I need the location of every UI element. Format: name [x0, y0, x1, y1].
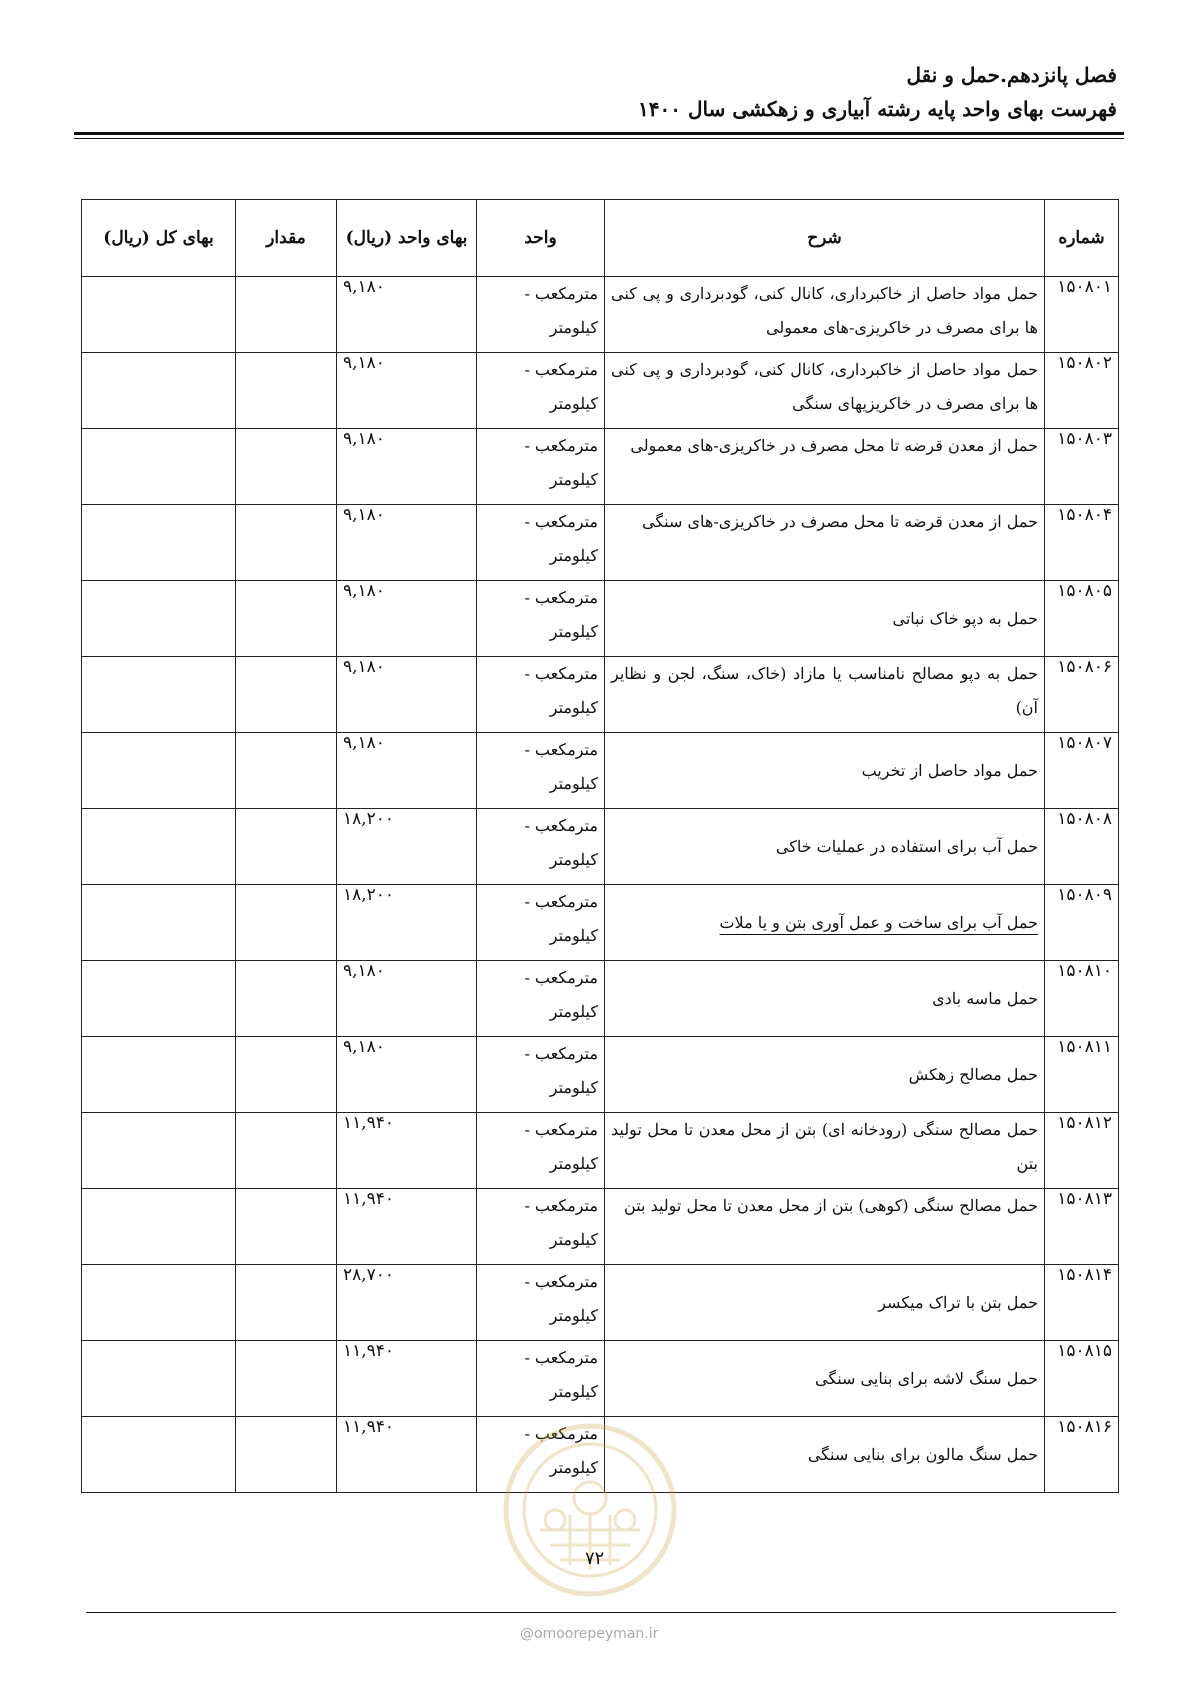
item-description: حمل از معدن قرضه تا محل مصرف در خاکریزی-های معمولی — [605, 429, 1045, 505]
item-total — [82, 1113, 236, 1189]
header-unit-price: بهای واحد (ریال) — [337, 200, 477, 277]
item-total — [82, 1265, 236, 1341]
item-unit-price: ۹,۱۸۰ — [337, 429, 477, 505]
item-quantity — [236, 1113, 337, 1189]
unit-line-1: مترمکعب - — [524, 892, 598, 911]
item-description — [605, 885, 1045, 961]
unit-line-1: مترمکعب - — [524, 1044, 598, 1063]
item-number: ۱۵۰۸۱۵ — [1045, 1341, 1119, 1417]
item-unit — [477, 277, 605, 353]
item-total — [82, 1189, 236, 1265]
unit-line-2: کیلومتر — [549, 926, 598, 945]
item-description: حمل مصالح سنگی (کوهی) بتن از محل معدن تا محل تولید بتن — [605, 1189, 1045, 1265]
item-total — [82, 657, 236, 733]
item-description: حمل به دپو خاک نباتی — [605, 581, 1045, 657]
table-row — [82, 1341, 1119, 1417]
website-watermark: @omoorepeyman.ir — [520, 1626, 659, 1642]
unit-line-2: کیلومتر — [549, 698, 598, 717]
unit-line-1: مترمکعب - — [524, 284, 598, 303]
table-row — [82, 353, 1119, 429]
header-unit: واحد — [477, 200, 605, 277]
header-rule-thin — [74, 138, 1124, 139]
header-description: شرح — [605, 200, 1045, 277]
item-number: ۱۵۰۸۱۱ — [1045, 1037, 1119, 1113]
item-quantity — [236, 581, 337, 657]
item-unit-price: ۱۱,۹۴۰ — [337, 1341, 477, 1417]
item-total — [82, 353, 236, 429]
item-unit-price: ۹,۱۸۰ — [337, 353, 477, 429]
item-total — [82, 961, 236, 1037]
table-row — [82, 885, 1119, 961]
item-unit-price: ۲۸,۷۰۰ — [337, 1265, 477, 1341]
item-number: ۱۵۰۸۰۱ — [1045, 277, 1119, 353]
unit-line-1: مترمکعب - — [524, 1424, 598, 1443]
item-quantity — [236, 1189, 337, 1265]
item-description: حمل مواد حاصل از خاکبرداری، کانال کنی، گودبرداری و پی کنی ها برای مصرف در خاکریزی-های معمولی — [605, 277, 1045, 353]
table-row — [82, 1037, 1119, 1113]
unit-line-1: مترمکعب - — [524, 1120, 598, 1139]
item-unit — [477, 809, 605, 885]
unit-line-1: مترمکعب - — [524, 816, 598, 835]
item-total — [82, 277, 236, 353]
item-number: ۱۵۰۸۰۵ — [1045, 581, 1119, 657]
table-row — [82, 505, 1119, 581]
table-row — [82, 809, 1119, 885]
item-description: حمل به دپو مصالح نامناسب یا مازاد (خاک، سنگ، لجن و نظایر آن) — [605, 657, 1045, 733]
item-unit — [477, 1037, 605, 1113]
item-unit — [477, 429, 605, 505]
item-description: حمل از معدن قرضه تا محل مصرف در خاکریزی-های سنگی — [605, 505, 1045, 581]
item-total — [82, 733, 236, 809]
item-unit — [477, 1113, 605, 1189]
item-quantity — [236, 657, 337, 733]
item-quantity — [236, 1417, 337, 1493]
unit-line-2: کیلومتر — [549, 1002, 598, 1021]
unit-line-1: مترمکعب - — [524, 512, 598, 531]
item-quantity — [236, 353, 337, 429]
item-total — [82, 429, 236, 505]
item-unit — [477, 657, 605, 733]
item-quantity — [236, 1265, 337, 1341]
item-number: ۱۵۰۸۰۴ — [1045, 505, 1119, 581]
unit-line-2: کیلومتر — [549, 622, 598, 641]
item-description: حمل بتن با تراک میکسر — [605, 1265, 1045, 1341]
header-quantity: مقدار — [236, 200, 337, 277]
unit-line-1: مترمکعب - — [524, 968, 598, 987]
item-total — [82, 1037, 236, 1113]
item-quantity — [236, 505, 337, 581]
item-number: ۱۵۰۸۱۳ — [1045, 1189, 1119, 1265]
item-number: ۱۵۰۸۰۲ — [1045, 353, 1119, 429]
unit-line-1: مترمکعب - — [524, 740, 598, 759]
item-description: حمل ماسه بادی — [605, 961, 1045, 1037]
price-table — [81, 199, 1119, 1493]
item-unit — [477, 1341, 605, 1417]
item-unit — [477, 885, 605, 961]
table-row — [82, 657, 1119, 733]
unit-line-2: کیلومتر — [549, 394, 598, 413]
unit-line-2: کیلومتر — [549, 470, 598, 489]
unit-line-2: کیلومتر — [549, 1230, 598, 1249]
item-number: ۱۵۰۸۱۰ — [1045, 961, 1119, 1037]
item-unit-price: ۹,۱۸۰ — [337, 961, 477, 1037]
unit-line-2: کیلومتر — [549, 318, 598, 337]
page-number: ۷۲ — [585, 1548, 605, 1569]
header-total: بهای کل (ریال) — [82, 200, 236, 277]
list-title: فهرست بهای واحد پایه رشته آبیاری و زهکشی سال ۱۴۰۰ — [638, 97, 1117, 121]
unit-line-1: مترمکعب - — [524, 1196, 598, 1215]
footer-rule — [86, 1612, 1116, 1613]
item-quantity — [236, 733, 337, 809]
item-unit — [477, 1189, 605, 1265]
unit-line-2: کیلومتر — [549, 774, 598, 793]
header-rule-thick — [74, 132, 1124, 135]
unit-line-1: مترمکعب - — [524, 436, 598, 455]
item-unit-price: ۱۸,۲۰۰ — [337, 809, 477, 885]
item-unit — [477, 353, 605, 429]
item-description: حمل سنگ لاشه برای بنایی سنگی — [605, 1341, 1045, 1417]
unit-line-1: مترمکعب - — [524, 360, 598, 379]
table-row — [82, 1189, 1119, 1265]
item-unit — [477, 581, 605, 657]
item-number: ۱۵۰۸۰۷ — [1045, 733, 1119, 809]
item-total — [82, 809, 236, 885]
table-row — [82, 429, 1119, 505]
item-unit — [477, 1265, 605, 1341]
item-unit-price: ۹,۱۸۰ — [337, 505, 477, 581]
item-unit-price: ۹,۱۸۰ — [337, 581, 477, 657]
unit-line-1: مترمکعب - — [524, 588, 598, 607]
unit-line-1: مترمکعب - — [524, 664, 598, 683]
chapter-title: فصل پانزدهم.حمل و نقل — [906, 63, 1117, 87]
unit-line-1: مترمکعب - — [524, 1348, 598, 1367]
item-total — [82, 581, 236, 657]
seal-icon — [500, 1420, 680, 1600]
item-unit-price: ۹,۱۸۰ — [337, 277, 477, 353]
item-quantity — [236, 277, 337, 353]
item-number: ۱۵۰۸۱۴ — [1045, 1265, 1119, 1341]
item-number: ۱۵۰۸۰۶ — [1045, 657, 1119, 733]
page-header — [67, 58, 1117, 126]
unit-line-2: کیلومتر — [549, 1154, 598, 1173]
unit-line-2: کیلومتر — [549, 1382, 598, 1401]
item-quantity — [236, 429, 337, 505]
item-unit — [477, 733, 605, 809]
item-quantity — [236, 961, 337, 1037]
unit-line-2: کیلومتر — [549, 1458, 598, 1477]
item-number: ۱۵۰۸۰۹ — [1045, 885, 1119, 961]
item-unit-price: ۱۱,۹۴۰ — [337, 1189, 477, 1265]
item-unit-price: ۹,۱۸۰ — [337, 1037, 477, 1113]
item-total — [82, 1341, 236, 1417]
item-description: حمل آب برای استفاده در عملیات خاکی — [605, 809, 1045, 885]
item-number: ۱۵۰۸۱۶ — [1045, 1417, 1119, 1493]
unit-line-1: مترمکعب - — [524, 1272, 598, 1291]
unit-line-2: کیلومتر — [549, 1306, 598, 1325]
item-quantity — [236, 809, 337, 885]
item-quantity — [236, 885, 337, 961]
item-unit-price: ۹,۱۸۰ — [337, 733, 477, 809]
item-description-text: حمل آب برای ساخت و عمل آوری بتن و یا ملات — [719, 912, 1038, 932]
item-description: حمل مصالح سنگی (رودخانه ای) بتن از محل معدن تا محل تولید بتن — [605, 1113, 1045, 1189]
table-row — [82, 961, 1119, 1037]
item-unit — [477, 505, 605, 581]
item-total — [82, 505, 236, 581]
item-quantity — [236, 1037, 337, 1113]
item-description: حمل مواد حاصل از تخریب — [605, 733, 1045, 809]
unit-line-2: کیلومتر — [549, 546, 598, 565]
item-number: ۱۵۰۸۰۸ — [1045, 809, 1119, 885]
item-unit — [477, 961, 605, 1037]
unit-line-2: کیلومتر — [549, 1078, 598, 1097]
table-header-row — [82, 200, 1119, 277]
item-quantity — [236, 1341, 337, 1417]
table-row — [82, 733, 1119, 809]
item-number: ۱۵۰۸۰۳ — [1045, 429, 1119, 505]
item-total — [82, 885, 236, 961]
item-description: حمل مصالح زهکش — [605, 1037, 1045, 1113]
unit-line-2: کیلومتر — [549, 850, 598, 869]
table-row — [82, 1113, 1119, 1189]
item-description: حمل سنگ مالون برای بنایی سنگی — [605, 1417, 1045, 1493]
item-unit-price: ۱۱,۹۴۰ — [337, 1417, 477, 1493]
item-unit-price: ۱۸,۲۰۰ — [337, 885, 477, 961]
item-unit-price: ۱۱,۹۴۰ — [337, 1113, 477, 1189]
item-description: حمل مواد حاصل از خاکبرداری، کانال کنی، گودبرداری و پی کنی ها برای مصرف در خاکریزیهای سنگی — [605, 353, 1045, 429]
item-total — [82, 1417, 236, 1493]
header-number: شماره — [1045, 200, 1119, 277]
table-row — [82, 581, 1119, 657]
table-row — [82, 277, 1119, 353]
table-row — [82, 1265, 1119, 1341]
item-unit-price: ۹,۱۸۰ — [337, 657, 477, 733]
item-number: ۱۵۰۸۱۲ — [1045, 1113, 1119, 1189]
